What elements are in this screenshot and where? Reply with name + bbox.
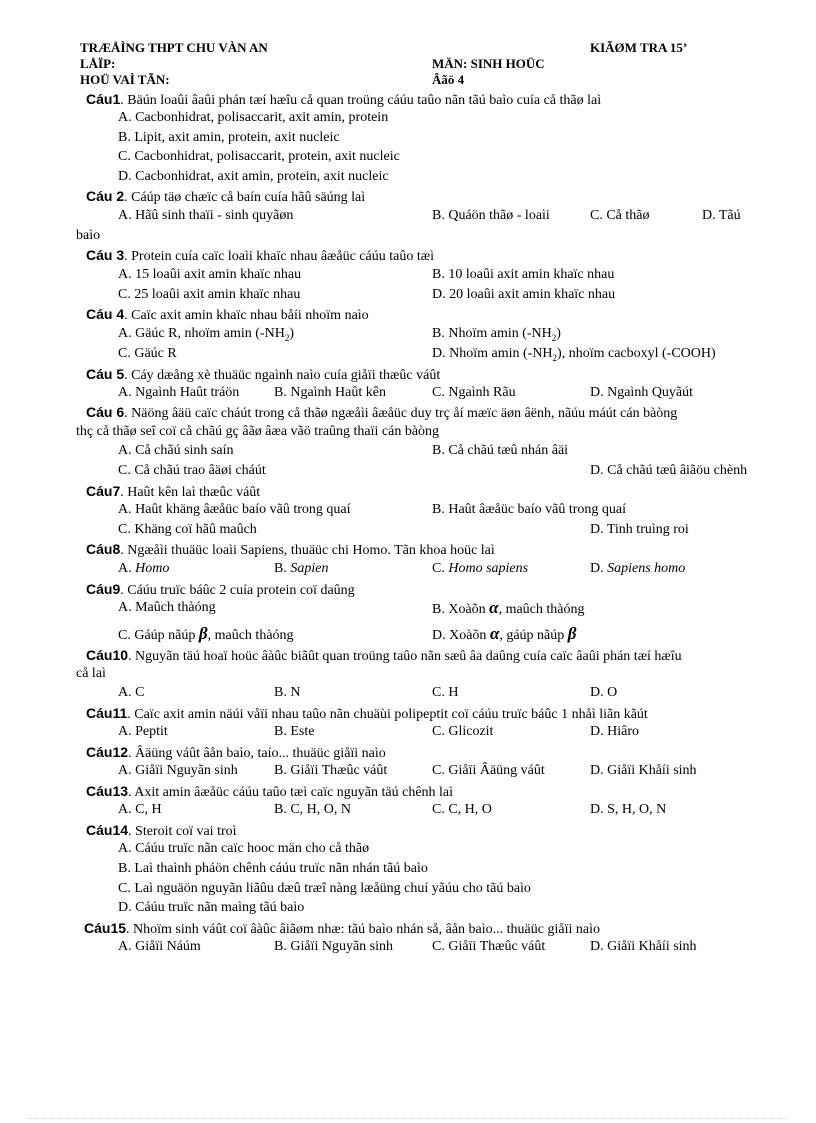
question-text: . Âäüng váût âån baìo, taío... thuäüc giåïi naìo: [128, 746, 386, 761]
question-text: . Haût kên laì thæûc váût: [120, 485, 261, 500]
question-stem: [86, 482, 260, 502]
option-b: B. N: [274, 685, 301, 700]
option-b: B. Sapien: [274, 561, 329, 576]
option-b: B. Xoàõn α, maûch thàóng: [432, 598, 585, 617]
question-stem: [86, 782, 453, 802]
option-wrap: baìo: [76, 228, 101, 243]
option-c: C. Giåïi Thæûc váût: [432, 939, 546, 954]
question-text: . Axit amin âæåüc cáúu taûo tæì caïc nguyãn täú chênh laì: [128, 785, 454, 800]
option-a: A. C, H: [118, 802, 162, 817]
test-code: Âãö 4: [432, 72, 465, 87]
question-label: Cáu14: [86, 822, 129, 838]
question-wrap: cå laì: [76, 666, 106, 681]
option-a: A. Haût khäng âæåüc baío vãû trong quaí: [118, 502, 351, 517]
alpha-symbol: α: [489, 624, 500, 643]
option-c: C. Giåïi Âäüng váût: [432, 763, 545, 778]
question-text: . Steroit coï vai troì: [128, 824, 237, 839]
option-c: C. Khäng coï hãû maûch: [118, 522, 257, 537]
option-a: A. Peptit: [118, 724, 168, 739]
name-label: HOÜ VAÌ TÃN:: [80, 72, 170, 87]
question-text: . Näöng âäü caïc cháút trong cå thãø ngæåìi âæåüc duy trç åí mæïc äøn âënh, nãúu máút cán bàòng: [124, 406, 678, 421]
class-label: LÅÏP:: [80, 56, 116, 71]
option-b: B. Este: [274, 724, 315, 739]
question-stem: [86, 646, 682, 666]
question-label: Cáu 2: [86, 188, 125, 204]
test-title: KIÃØM TRA 15’: [590, 40, 688, 55]
question-text: . Caïc axit amin khaïc nhau båíi nhoïm naìo: [124, 308, 369, 323]
question-label: Cáu1: [86, 91, 121, 107]
option-c: C. Glicozit: [432, 724, 494, 739]
question-text: . Cáy dæång xè thuäüc ngaình naìo cuía giåïi thæûc váût: [124, 368, 441, 383]
question-label: Cáu 3: [86, 247, 125, 263]
option-c: C. Homo sapiens: [432, 561, 529, 576]
option-d: D. Sapiens homo: [590, 561, 686, 576]
option-a: A. Giåïi Náúm: [118, 939, 201, 954]
question-stem: [86, 540, 495, 560]
option-a: A. Gäúc R, nhoïm amin $(-NH_2)$: [118, 326, 294, 343]
question-text: . Protein cuía caïc loaìi khaïc nhau âæåüc cáúu taûo tæì: [124, 249, 434, 264]
option-b: B. C, H, O, N: [274, 802, 352, 817]
option-d: D. S, H, O, N: [590, 802, 667, 817]
question-text: . Caïc axit amin näúi våïi nhau taûo nãn chuäùi polipeptit coï cáúu truïc báûc 1 nhåì liãn kãút: [127, 707, 648, 722]
option-b: B. Cå chãú tæû nhán âäi: [432, 443, 569, 458]
beta-symbol: β: [567, 624, 577, 643]
page-bottom-divider: [28, 1118, 788, 1119]
option-b: B. Giåïi Thæûc váût: [274, 763, 388, 778]
question-stem: [86, 821, 237, 841]
option-c: C. Laì nguäön nguyãn liãûu dæû træî nàng læåüng chuí yãúu cho tãú baìo: [118, 881, 531, 896]
question-stem: [86, 580, 355, 600]
option-a: A. 15 loaûi axit amin khaïc nhau: [118, 267, 302, 282]
question-label: Cáu9: [86, 581, 121, 597]
option-d: D. Giåïi Khåíi sinh: [590, 939, 697, 954]
option-d: D. Nhoïm amin $(-NH_2)$, nhoïm cacboxyl (-COOH): [432, 346, 716, 363]
option-d: D. Tãú: [702, 208, 741, 223]
option-d: D. O: [590, 685, 618, 700]
question-label: Cáu 4: [86, 306, 125, 322]
option-d: D. Cacbonhidrat, axit amin, protein, axit nucleic: [118, 169, 389, 184]
question-stem: [86, 90, 601, 110]
question-stem: [86, 246, 434, 266]
option-c: C. Ngaình Rãu: [432, 385, 516, 400]
option-c: C. Cå thãø: [590, 208, 650, 223]
option-b: B. Giåïi Nguyãn sinh: [274, 939, 393, 954]
question-text: . Cáúu truïc báûc 2 cuía protein coï daûng: [120, 583, 355, 598]
option-b: B. Ngaình Haût kên: [274, 385, 386, 400]
question-text: . Bäún loaûi âaûi phán tæí hæîu cå quan troüng cáúu taûo nãn tãú baìo cuía cå thãø laì: [120, 93, 602, 108]
question-label: Cáu10: [86, 647, 129, 663]
option-b: B. 10 loaûi axit amin khaïc nhau: [432, 267, 615, 282]
option-d: D. Cå chãú tæû âiãöu chènh: [590, 463, 748, 478]
question-label: Cáu7: [86, 483, 121, 499]
option-c: C. Gáúp nãúp β, maûch thàóng: [118, 624, 294, 643]
option-a: A. C: [118, 685, 145, 700]
option-a: A. Homo: [118, 561, 170, 576]
option-d: D. Cáúu truïc nãn maìng tãú baìo: [118, 900, 305, 915]
option-d: D. Giåïi Khåíi sinh: [590, 763, 697, 778]
question-stem: [84, 919, 600, 939]
question-stem: [86, 704, 648, 724]
question-text: . Cáúp täø chæïc cå baín cuía hãû säúng laì: [124, 190, 366, 205]
option-c: C. H: [432, 685, 459, 700]
option-b: B. Nhoïm amin $(-NH_2)$: [432, 326, 561, 343]
option-a: A. Giåïi Nguyãn sinh: [118, 763, 238, 778]
option-a: A. Ngaình Haût tráön: [118, 385, 240, 400]
option-a: A. Maûch thàóng: [118, 600, 216, 615]
question-stem: [86, 187, 365, 207]
option-d: D. Ngaình Quyãút: [590, 385, 694, 400]
question-stem: [86, 743, 386, 763]
question-label: Cáu8: [86, 541, 121, 557]
question-label: Cáu11: [86, 705, 128, 721]
subject-label: MÄN: SINH HOÜC: [432, 56, 545, 71]
option-d: D. Tinh truìng roi: [590, 522, 689, 537]
option-d: D. Hiâro: [590, 724, 639, 739]
question-wrap: thç cå thãø seî coï cå chãú gç âãø âæa vãö traûng thaïi cán bàòng: [76, 424, 440, 439]
option-b: B. Haût âæåüc baío vãû trong quaí: [432, 502, 627, 517]
question-label: Cáu 5: [86, 366, 125, 382]
question-label: Cáu15: [84, 920, 127, 936]
question-text: . Ngæåìi thuäüc loaìi Sapiens, thuäüc chi Homo. Tãn khoa hoüc laì: [120, 543, 495, 558]
option-c: C. 25 loaûi axit amin khaïc nhau: [118, 287, 301, 302]
option-c: C. Cacbonhidrat, polisaccarit, protein, axit nucleic: [118, 149, 400, 164]
option-b: B. Laì thaình pháön chênh cáúu truïc nãn nhán tãú baìo: [118, 861, 428, 876]
school-name: TRÆÅÌNG THPT CHU VÀN AN: [80, 40, 268, 55]
option-a: A. Hãû sinh thaïi - sinh quyãøn: [118, 208, 294, 223]
question-stem: [86, 403, 677, 423]
option-b: B. Lipit, axit amin, protein, axit nucleic: [118, 130, 340, 145]
question-stem: [86, 365, 440, 385]
option-d: D. Xoàõn α, gáúp nãúp β: [432, 624, 577, 643]
question-text: . Nhoïm sinh váût coï âàûc âiãøm nhæ: tãú baìo nhán så, âån baìo... thuäüc giåïi naìo: [126, 922, 600, 937]
alpha-symbol: α: [489, 598, 499, 617]
question-text: . Nguyãn täú hoaï hoüc âàûc biãût quan troüng taûo nãn sæû âa daûng cuía caïc âaûi phán tæí hæîu: [128, 649, 682, 664]
option-a: A. Cáúu truïc nãn caïc hooc män cho cå thãø: [118, 841, 370, 856]
beta-symbol: β: [198, 624, 208, 643]
question-label: Cáu12: [86, 744, 129, 760]
question-stem: [86, 305, 369, 325]
question-label: Cáu 6: [86, 404, 125, 420]
option-a: A. Cacbonhidrat, polisaccarit, axit amin, protein: [118, 110, 389, 125]
question-label: Cáu13: [86, 783, 129, 799]
option-d: D. 20 loaûi axit amin khaïc nhau: [432, 287, 616, 302]
option-c: C. Gäúc R: [118, 346, 177, 361]
option-b: B. Quáön thãø - loaìi: [432, 208, 550, 223]
option-c: C. Cå chãú trao âäøi cháút: [118, 463, 266, 478]
option-c: C. C, H, O: [432, 802, 492, 817]
option-a: A. Cå chãú sinh saín: [118, 443, 234, 458]
